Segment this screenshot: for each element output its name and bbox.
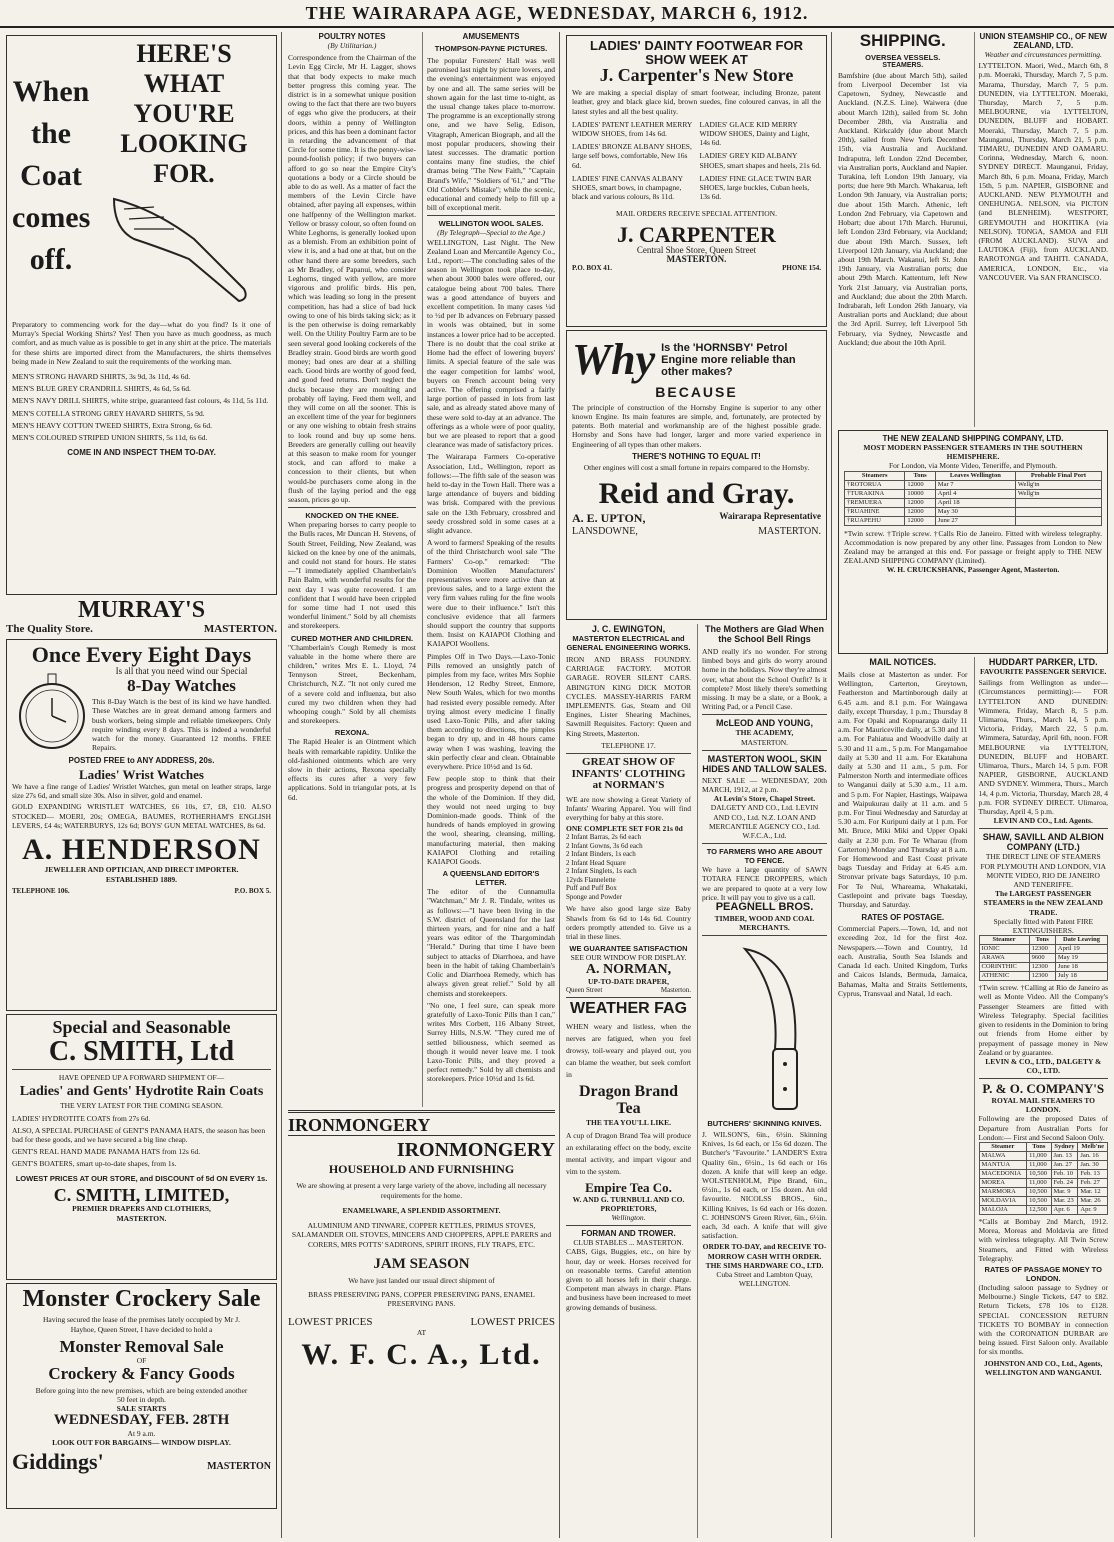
- infants-guar: WE GUARANTEE SATISFACTION: [569, 944, 688, 954]
- henderson-watch: 8-Day Watches: [127, 676, 236, 696]
- rexona-text: The Rapid Healer is an Ointment which heals with remarkable rapidity. Unlike the old-fashioned ointments which are very slow in their actions, Rexona specially effects its cures after a very few applications. Sold in triangular pots, at 1s 6d.: [288, 737, 416, 802]
- infants-role: UP-TO-DATE DRAPER,: [588, 977, 669, 987]
- fence-role: TIMBER, WOOD AND COAL MERCHANTS.: [714, 913, 815, 932]
- union-title: UNION STEAMSHIP CO., OF NEW ZEALAND, LTD.: [979, 32, 1107, 50]
- carp-head: LADIES' DAINTY FOOTWEAR FOR SHOW WEEK AT: [589, 38, 803, 67]
- rexona-title: REXONA.: [334, 728, 370, 738]
- table-header: Steamers: [845, 471, 905, 480]
- steamers-title: STEAMERS.: [882, 61, 924, 69]
- poultry-column: [288, 32, 416, 1107]
- murray-intro: Preparatory to commencing work for the day—what do you find? Is it one of Murray's Special Working Shirts? Yes! Then you have as much goodness, as much comfort, and as much value as is possible to get in any shirt at the price. The materials for these shirts are imported direct from the Manufacturers, the shirts themselves being made in New Zealand to suit the requirements of the working man.: [12, 320, 271, 366]
- mail-title: MAIL NOTICES.: [869, 657, 937, 667]
- murray-item: MEN'S NAVY DRILL SHIRTS, white stripe, guaranteed fast colours, 4s 11d, 5s 11d.: [12, 396, 269, 406]
- table-header: Leaves Wellington: [935, 471, 1015, 480]
- nzsc-advert: [838, 430, 1108, 654]
- crockery-town: MASTERTON: [207, 1461, 271, 1473]
- carp-addr: Central Shoe Store, Queen Street: [636, 244, 757, 255]
- nocone-text: "No one, I feel sure, can speak more gratefully of Laxo-Tonic Pills than I can," writes Mrs Corbett, 116 Albany Street, Surrey Hills, N.S.W. "They cured me of settled biliousness, which seemed as though it would never leave me. I took Laxo-Tonic Pills, and they proved a perfect remedy." Sold by all chemists and storekeepers. Price 10½d and 1s 6d.: [427, 1000, 555, 1084]
- ewing-works: MASTERTON ELECTRICAL and GENERAL ENGINEERING WORKS.: [566, 634, 691, 652]
- henderson-head: Once Every Eight Days: [31, 642, 252, 668]
- ironmongery-sub: HOUSEHOLD AND FURNISHING: [328, 1161, 515, 1176]
- table-row: MANTUA 11,000 Jan. 27 Jan. 30: [979, 1160, 1108, 1169]
- infants-item: 2 Infant Gowns, 3s 6d each: [566, 841, 643, 850]
- ewing-lines: IRON AND BRASS FOUNDRY. CARRIAGE FACTORY. MOTOR GARAGE. ROVER SILENT CARS. ABINGTON KING DICK MOTOR CYCLES. MASSEY-HARRIS FARM IMPLEMENTS. Gas, Steam and Oil Engines, Lister Shearing Machines, Sawmill Requisites. Factory: Queen and King Streets, Masterton.: [566, 655, 691, 738]
- ironmongery-head-1: IRONMONGERY: [288, 1116, 555, 1136]
- henderson-post: POSTED FREE to ANY ADDRESS, 20s.: [68, 756, 215, 766]
- ironmongery-head-2: IRONMONGERY: [396, 1138, 555, 1161]
- ewing-phone: TELEPHONE 17.: [601, 740, 656, 750]
- crockery-of: OF: [136, 1355, 147, 1365]
- queensland-text: The editor of the Cunnamulla "Watchman," Mr J. R. Tindale, writes us as follows:—"I have been living in the S.W. district of Queensland for the last thirteen years, and for nine and a half years was editor of the Thargomindah "Herald." During that time I have been subject to attacks of Diarrhoea, and have been in the habit of taking Chamberlain's Colic and Diarrhoea Remedy, which has always given great relief." Sold by all chemists and storekeepers.: [427, 887, 555, 998]
- crockery-head: Monster Crockery Sale: [22, 1286, 261, 1313]
- crockery-text: Having secured the lease of the premises lately occupied by Mr J. Hayhoe, Queen Street, I have decided to hold a: [42, 1315, 241, 1334]
- mail-text: Mails close at Masterton as under. For Wellington, Carterton, Greytown, Featherston and Martinborough daily at 6.45 a.m. and 8.1 p.m. For Waingawa daily, except Thursday, 1 p.m.; Thursday 8 a.m. For Opaki and Kopuaranga daily 11 a.m. For Mauriceville daily, at 5.30 and 11 a.m. For Pahiatua and Woodville daily at 5.30 and 11 a.m., 5 p.m. For Mangamahoe daily at 5.30 and 11 a.m. For Ekatahuna daily at 5.30 and 11 a.m., 5 p.m. For Palmerston North and intermediate offices to Wanganui daily at 5.30 a.m., 11 a.m. and 5 p.m. For Napier, Hastings, Waipawa and Waipukurau daily at 11 a.m. and 5 p.m. For Tinui Wednesday and Saturday at 5.30 a.m. For Kuripuni daily at 1 p.m. For Mt. Bruce, Miki Miki and Upper Opaki daily at 2.30 p.m. For Te Wharau (from Carterton) Monday and Thursday at 8 a.m. For Homewood and East Coast private bags Tuesday and Friday at 6.45 a.m. Stronvar private bags Saturdays, 10 p.m. For Te Nui, Whareama, Whakataki, Castlepoint and private bags Tuesday, Thursday, and Saturday.: [838, 670, 968, 910]
- knock-title: KNOCKED ON THE KNEE.: [305, 511, 399, 521]
- table-header: Date Leaving: [1055, 936, 1107, 945]
- table-row: MACEDONIA 10,500 Feb. 10 Feb. 13: [979, 1169, 1108, 1178]
- table-row: †TURAKINA 10000 April 4 Wellg'tn: [845, 489, 1102, 498]
- ironmongery-intro: We are showing at present a very large variety of the above, including all necessary requirements for the home.: [296, 1181, 547, 1200]
- union-column: [974, 32, 1109, 427]
- carp-name: J. CARPENTER: [617, 221, 776, 247]
- reid-name: Reid and Gray.: [598, 476, 795, 510]
- wool-sale-text: NEXT SALE — WEDNESDAY, 20th MARCH, 1912, at 2 p.m.: [702, 775, 827, 795]
- murray-item: MEN'S STRONG HAVARD SHIRTS, 3s 9d, 3s 11d, 4s 6d.: [12, 372, 191, 382]
- henderson-sub: Is all that you need wind our Special: [115, 666, 248, 677]
- knives-head: BUTCHERS' SKINNING KNIVES.: [707, 1119, 822, 1129]
- crockery-look: LOOK OUT FOR BARGAINS— WINDOW DISPLAY.: [52, 1438, 231, 1448]
- carp-mail: MAIL ORDERS RECEIVE SPECIAL ATTENTION.: [616, 209, 777, 219]
- infants-town: Masterton.: [660, 986, 691, 995]
- shaw-fitted: Specially fitted with Patent FIRE EXTINGUISHERS.: [993, 916, 1094, 936]
- mail-column: [838, 657, 968, 1537]
- henderson-advert: [6, 639, 277, 1011]
- fag-props: W. AND G. TURNBULL AND CO. PROPRIETORS,: [572, 1194, 685, 1213]
- mcleod-town: MASTERTON.: [740, 737, 789, 747]
- infants-street: Queen Street: [566, 986, 603, 995]
- wool-by: (By Telegraph—Special to the Age.): [437, 228, 545, 238]
- postage-text: Commercial Papers.—Town, 1d, and not exceeding 2oz, 1d for the first 4oz. Newspapers.—Town and Country, 1d each. Australia, South Sea Islands and Canada 1d each. United Kingdom, Turks and Caicos Islands, Bermuda, Jamaica, Bahamas, Malta and Straits Settlements, Cyprus, Transvaal and Natal, 1d each.: [838, 924, 968, 998]
- mothers-text: AND really it's no wonder. For strong limbed boys and girls do worry around home in the holidays. Now they're almost over, what about the School Outfit? Is it complete? Most likely there's something missing. It may be a slate, or a Book, a Writing Pad, or a Pencil Case.: [702, 647, 827, 712]
- union-sub: Weather and circumstances permitting.: [984, 50, 1102, 59]
- carp-phone: PHONE 154.: [782, 264, 821, 273]
- carp-store: J. Carpenter's New Store: [599, 65, 794, 86]
- murray-side-text: When the Coat comes off.: [12, 75, 91, 276]
- ironmongery-pans: BRASS PRESERVING PANS, COPPER PRESERVING PANS, ENAMEL PRESERVING PANS.: [308, 1289, 535, 1308]
- carp-item: LADIES' PATENT LEATHER MERRY WIDOW SHOES, from 14s 6d.: [572, 119, 693, 138]
- table-row: MOLDAVIA 10,500 Mar. 23 Mar. 26: [979, 1196, 1108, 1205]
- column-4: [834, 32, 1112, 1538]
- skinning-knife-icon: [705, 939, 825, 1119]
- smith-coats: Ladies' and Gents' Hydrotite Rain Coats: [19, 1083, 264, 1099]
- fag-co: Empire Tea Co.: [585, 1179, 672, 1195]
- table-row: †RUAPEHU 12000 June 27: [845, 516, 1102, 525]
- murray-footer: COME IN AND INSPECT THEM TO-DAY.: [67, 448, 216, 458]
- table-header: Melb'ne: [1078, 1142, 1108, 1151]
- reid-town: MASTERTON.: [758, 526, 821, 538]
- po-notes: *Calls at Bombay 2nd March, 1912. Morea, Moreas and Moldavia are fitted with wireless telegraphy. All Twin Screw Steamers, and Fitted with Wireless Telegraphy.: [978, 1216, 1108, 1263]
- smith-prices: LOWEST PRICES AT OUR STORE, and DISCOUNT of 5d ON EVERY 1s.: [15, 1173, 268, 1183]
- poultry-title: POULTRY NOTES: [318, 32, 386, 41]
- smith-line: GENT'S REAL HAND MADE PANAMA HATS from 12s 6d.: [12, 1147, 201, 1157]
- carp-item: LADIES' GREY KID ALBANY SHOES, smart shapes and heels, 21s 6d.: [699, 151, 821, 170]
- forman-sub: CLUB STABLES ... MASTERTON.: [573, 1238, 684, 1248]
- nzsc-sub: MOST MODERN PASSENGER STEAMERS IN THE SOUTHERN HEMISPHERE.: [863, 443, 1083, 462]
- fewpeople-text: Few people stop to think that their progress and prosperity depend on that of the whole of the Dominion. If they did, they would not need urging to buy Dominion-made goods. Think of the hundreds of hands employed in growing the wool, shearing, cleansing, milling, manufacturing material, then making KAIAPOI Clothing and retailing KAIAPOI Goods.: [427, 774, 555, 867]
- why-other: Other engines will cost a small fortune in repairs compared to the Hornsby.: [583, 462, 810, 472]
- crockery-starts: SALE STARTS: [116, 1404, 167, 1414]
- table-row: ARAWA 9600 May 19: [979, 954, 1108, 963]
- fence-name: PEAGNELL BROS.: [715, 901, 814, 914]
- reid-place: LANSDOWNE,: [572, 526, 638, 538]
- ironmongery-lowest-1: LOWEST PRICES: [288, 1316, 373, 1329]
- table-header: Tons: [905, 471, 935, 480]
- murray-item: MEN'S COLOURED STRIPED UNION SHIRTS, 5s 11d, 6s 6d.: [12, 433, 208, 443]
- carp-town: MASTERTON.: [666, 253, 727, 264]
- crockery-time: At 9 a.m.: [127, 1429, 156, 1439]
- table-row: CORINTHIC 12300 June 18: [979, 963, 1108, 972]
- masthead: THE WAIRARAPA AGE, WEDNESDAY, MARCH 6, 1912.: [0, 0, 1114, 28]
- smith-open: HAVE OPENED UP A FORWARD SHIPMENT OF—: [58, 1073, 225, 1083]
- table-row: MOREA 11,000 Feb. 24 Feb. 27: [979, 1178, 1108, 1187]
- hornsby-advert: [566, 330, 827, 620]
- smith-town: MASTERTON.: [116, 1213, 167, 1223]
- table-row: MALWA 11,000 Jan. 13 Jan. 16: [979, 1151, 1108, 1160]
- knock-text: When preparing horses to carry people to the Bulls races, Mr Duncan H. Stevens, of South Street, Feilding, New Zealand, was kicked on the knee by one of the animals, and could not stand for hours. He states—"I immediately applied Chamberlain's Pain Balm, with wonderful results for the next day I was quite recovered. I am confident that I would have been crippled for some time had I not used this wonderful liniment." Sold by all chemists and storekeepers.: [288, 520, 416, 631]
- infants-set: ONE COMPLETE SET FOR 21s 0d: [566, 824, 683, 834]
- po-rates-text: (Including saloon passage to Sydney or Melbourne.) Single Tickets, £47 to £82. Return Tickets, £78 10s to £128. SPECIAL CONCESSION RETURN TICKETS TO BOMBAY in connection with the CORONATION DURBAR are being issued. First Saloon only. Available for six months.: [978, 1282, 1108, 1357]
- pimples-text: Pimples Off in Two Days.—Laxo-Tonic Pills removed an unsightly patch of pimples from my face, writes Mrs Sophie Henderson, 12 Redby Street, Enmore, New South Wales, which for two months had resisted every possible remedy. After trying almost every medicine I finally used Laxo-Tonic Pills, and after taking them according to directions, the pimples began to dry up, and in 48 hours came away when I was washing, leaving the skin perfectly clear and clean. Obtainable everywhere. Price 10½d and 1s 6d.: [427, 651, 555, 772]
- pocket-watch-icon: [12, 666, 92, 754]
- carp-item: LADIES' FINE CANVAS ALBANY SHOES, smart bows, in champagne, black and various colours, 8s 11d.: [572, 173, 683, 202]
- nzsc-notes: *Twin screw. †Triple screw. †Calls Rio de Janeiro. Fitted with wireless telegraphy. Accommodation is now prepared by any other line. Passages from London to New Zealand may be arranged at this end. For passage or freight apply to THE NEW ZEALAND SHIPPING COMPANY (Limited).: [844, 528, 1102, 566]
- why-text: The principle of construction of the Hornsby Engine is superior to any other known Engine. Its main features are simple, and, fortunately, are protected by patents. Both material and workmanship are of the highest possible grade. Hornsby and Sons have had longer, larger and more varied experience in Engineering of all types than other makers.: [572, 402, 821, 449]
- infants-extra: We have also good large size Baby Shawls from 6s 6d to 14s 6d. Country orders promptly attended to. Give us a trial in these lines.: [566, 904, 691, 942]
- table-header: Steamer: [979, 936, 1029, 945]
- wool-sale-where: At Levin's Store, Chapel Street.: [713, 794, 816, 804]
- infants-head: GREAT SHOW OF INFANTS' CLOTHING at NORMAN'S: [571, 756, 686, 792]
- smith-advert: [6, 1014, 277, 1280]
- carp-item: LADIES' GLACE KID MERRY WIDOW SHOES, Dainty and Light, 14s 6d.: [699, 119, 810, 148]
- table-row: IONIC 12300 April 19: [979, 945, 1108, 954]
- po-title: P. & O. COMPANY'S: [982, 1081, 1105, 1097]
- murray-advert: [6, 35, 277, 595]
- column-1: [2, 32, 282, 1538]
- amuse-text: The popular Foresters' Hall was well patronised last night by picture lovers, and the evening's entertainment was enjoyed by one and all. The same series will be shown again for the last time to-night, as the usual change takes place to-morrow. The programme is an exceptionally strong one, and we have Selig, Edison, Vitagraph, American Biograph, and all the most popular producers, showing their latest successes. The dramatic portion contains many fine studies, the chief dramas being "The New Faith," "Captain Brand's Wife," "Soldiers of '61," and "The Old Cobbler's Mistake"; while the scenic, educational and comedy help to fill up a bill of exceptional merit.: [427, 56, 555, 213]
- mcleod-name: McLEOD AND YOUNG,: [715, 718, 813, 729]
- infants-item: Puff and Puff Box: [566, 884, 617, 893]
- fence-head: TO FARMERS WHO ARE ABOUT TO FENCE.: [706, 847, 823, 866]
- fag-cup: A cup of Dragon Brand Tea will produce an exhilarating effect on the body, excite mental activity, and impart vigour and vim to the system.: [566, 1130, 691, 1176]
- queensland-title: A QUEENSLAND EDITOR'S LETTER.: [442, 869, 540, 888]
- cured-text: "Chamberlain's Cough Remedy is most valuable in the home where there are children," writes Mrs E. L. Lloyd, 74 Tennyson Street, Beckenham, Christchurch, N.Z. "It not only cured me of a severe cold and influenza, but also cured my two children when they had whooping cough." Sold by all chemists and storekeepers.: [288, 642, 416, 726]
- carp-box: P.O. BOX 41.: [572, 264, 612, 273]
- crockery-advert: [6, 1283, 277, 1509]
- smith-line: LADIES' HYDROTITE COATS from 27s 6d.: [12, 1113, 151, 1123]
- knives-co: THE SIMS HARDWARE CO., LTD.: [705, 1260, 824, 1270]
- carp-item: LADIES' FINE GLACE TWIN BAR SHOES, large buckles, Cuban heels, 13s 6d.: [699, 173, 812, 202]
- smith-line: GENT'S BOATERS, smart up-to-date shapes, from 1s.: [12, 1159, 177, 1169]
- oversea-text: Bamfshire (due about March 5th), sailed from Liverpool December 1st via Capetown, Sydney, Newcastle and Auckland. (N.Z.S. Line). Waiwera (due about March 12th), sailed from St. John December 28th, via Australia and Auckland. Kirkcaldy (due about March 20th), sailed from New York December 15th, via Australia and Auckland. Indraputra, left London 22nd December, via Australian ports, Auckland and Napier. Turakina, left London 19th January, via ports; due here 9th March. Whakarua, left London 9th January, via Australian ports; due about 15th March. Athenic, left London 2nd February, via Capetown and Hobart; due about 17th March. Hurunui, left London 23rd February, via Auckland; due about 19th March. Sussex, left Liverpool 12th January, via Auckland; due about 19th March. Wakanui, left St. John 19th January, via Australian ports; due about 29th March. Kattenturn, left New York 21st January, via Australian ports, and Auckland; due about the 20th March. Indrabarah, left London 26th January, via Australian ports and Auckland; due about the 3rd April. Surrey, left Liverpool 5th February, via Sydney, Newcastle and Auckland; due about the 10th April.: [838, 70, 968, 347]
- fag-town: Wellington.: [611, 1213, 646, 1223]
- ironmongery-name: W. F. C. A., Ltd.: [301, 1338, 542, 1372]
- po-sub: ROYAL MAIL STEAMERS TO LONDON.: [991, 1095, 1095, 1115]
- table-header: Tons: [1027, 1142, 1051, 1151]
- infants-item: 2 Infant Head Square: [566, 858, 626, 867]
- po-table: [979, 1142, 1109, 1215]
- murray-item: MEN'S HEAVY COTTON TWEED SHIRTS, Extra Strong, 6s 6d.: [12, 420, 212, 430]
- smith-role: PREMIER DRAPERS AND CLOTHIERS,: [72, 1204, 211, 1214]
- knives-addr: Cuba Street and Lambton Quay, WELLINGTON.: [716, 1270, 813, 1289]
- ironmongery-jam: JAM SEASON: [373, 1255, 470, 1272]
- col3-right: [697, 624, 827, 1538]
- huddart-agents: LEVIN AND CO., Ltd. Agents.: [993, 816, 1093, 826]
- ironmongery-enamel: ENAMELWARE, A SPLENDID ASSORTMENT.: [342, 1205, 501, 1215]
- henderson-text: This 8-Day Watch is the best of its kind we have handled. These Watches are in great demand among farmers and bush workers, being simple and reliable timekeepers. Only require winding every 8 days. This is indeed a wonderful watch for the money. Guaranteed 12 months. FREE Repairs.: [92, 697, 271, 753]
- table-row: ATHENIC 12300 July 18: [979, 972, 1108, 981]
- carpenter-advert: [566, 35, 827, 327]
- infants-item: 2 Infant Binders, 1s each: [566, 850, 636, 859]
- fag-tag: THE TEA YOU'LL LIKE.: [585, 1117, 672, 1127]
- fag-brand: Dragon Brand Tea: [578, 1083, 679, 1117]
- why-nothing: THERE'S NOTHING TO EQUAL IT!: [632, 451, 761, 461]
- wool-sale-head: MASTERTON WOOL, SKIN HIDES AND TALLOW SALES.: [702, 753, 827, 774]
- woollen-text: A word to farmers! Speaking of the results of the third Christchurch wool sale "The Farmers' Co-op." remarked: "The Dominion Woollen Manufacturers' representatives were more active than at previous sales, and to a large extent the very firm values ruling for the fine wools were due to their influence." Isn't this conclusive evidence that all farmers should support the country that supports them. Insist on KAIAPOI Clothing and KAIAPOI Woollens.: [427, 538, 555, 649]
- carp-text: We are making a special display of smart footwear, including Bronze, patent leather, grey and black glace kid, brown suedes, fine coloured canvas, in all the latest styles and all the best quality.: [572, 88, 821, 116]
- nzsc-title: THE NEW ZEALAND SHIPPING COMPANY, LTD.: [882, 434, 1064, 443]
- wool-sale-agents: DALGETY AND CO., Ltd. LEVIN AND CO., Ltd. N.Z. LOAN AND MERCANTILE AGENCY CO., Ltd. W.F.C.A., Ltd.: [709, 803, 820, 841]
- murray-item: MEN'S BLUE GREY CRANDRILL SHIRTS, 4s 6d, 5s 6d.: [12, 384, 191, 394]
- henderson-role: JEWELLER AND OPTICIAN, AND DIRECT IMPORTER.: [44, 865, 239, 875]
- murray-tag: The Quality Store.: [6, 623, 93, 636]
- smith-pre: Special and Seasonable: [52, 1017, 231, 1038]
- table-header: Sydney: [1051, 1142, 1078, 1151]
- wool-text: WELLINGTON, Last Night. The New Zealand Loan and Mercantile Agency Co., Ltd., report:—The concluding sales of the season in Wellington took place to-day, when about 3000 bales were offered, our catalogue being about 700 bales. There was a good attendance of buyers and excellent competition. In many cases ¼d to ½d per lb advances on February passed in wools was obtained, but in some instances a lower price had to be accepted. There is no doubt that the coal strike at Home had the effect of lowering buyers' limits. A special feature of the sale was the eager competition for lambs' wool, buyers on French account being very active. The offering comprised a fairly large portion of passed in lots from last sale, and as already stated above many of these were sold to-day at an advance. The offerings as a whole were of poor quality, but we are pleased to report that a good clearance was made of satisfactory prices.: [427, 237, 555, 450]
- table-header: Tons: [1029, 936, 1055, 945]
- fag-head: WEATHER FAG: [569, 1000, 688, 1018]
- nzsc-table: [844, 471, 1102, 526]
- fag-text: WHEN weary and listless, when the nerves are fatigued, when you feel drowsy, toil-weary and played out, you can blame the weather, but seek comfort in: [566, 1022, 691, 1080]
- table-row: †REMUERA 12000 April 18: [845, 498, 1102, 507]
- smith-name: C. SMITH, Ltd: [48, 1036, 235, 1068]
- lines-column: [974, 657, 1109, 1537]
- farmers-text: The Wairarapa Farmers Co-operative Association, Ltd., Wellington, report as follows:—The fifth sale of the season was held to-day in the Town Hall. There was a large attendance of buyers and bidding was brisk. Compared with the previous sale on the 13th February, crossbred and seedy crossbred sold in some cases at a slight advance.: [427, 452, 555, 535]
- shaw-notes: †Twin screw. †Calling at Rio de Janeiro as well as Monte Video. All the Company's Passenger Steamers are fitted with Wireless Telegraphy. Special facilities given to residents in the Dominion to bring out friends from Home either by prepayment of passage money in New Zealand or by guarantee.: [978, 983, 1108, 1057]
- amuse-title: AMUSEMENTS: [462, 32, 520, 41]
- smith-latest: THE VERY LATEST FOR THE COMING SEASON.: [60, 1101, 223, 1111]
- wool-title: WELLINGTON WOOL SALES.: [438, 219, 544, 229]
- infants-item: Sponge and Powder: [566, 892, 622, 901]
- henderson-name: A. HENDERSON: [22, 832, 261, 866]
- murray-headline: HERE'S WHAT YOU'RE LOOKING FOR.: [120, 39, 248, 188]
- shaw-sub: THE DIRECT LINE OF STEAMERS FOR PLYMOUTH AND LONDON, VIA MONTE VIDEO, RIO DE JANEIRO AND TENERIFFE.: [980, 852, 1107, 890]
- infants-item: 2 Infant Barras, 2s 6d each: [566, 833, 642, 842]
- shipping-title: SHIPPING.: [859, 32, 946, 50]
- column-3: [562, 32, 832, 1538]
- ironmongery-items: ALUMINIUM AND TINWARE, COPPER KETTLES, PRIMUS STOVES, SALAMANDER OIL STOVES, MINCERS AND CHOPPERS, APPLE PARERS and CORERS, MRS POTTS' SADIRONS, SPIRIT IRONS, FLY TRAPS, ETC.: [291, 1221, 552, 1249]
- henderson-ladies-text: We have a fine range of Ladies' Wristlet Watches, gun metal on leather straps, large size 27s 6d, and small size 30s. Also in silver, gold and enamel.: [12, 781, 271, 801]
- crockery-name: Giddings': [12, 1449, 104, 1475]
- table-row: †ROTORUA 12000 Mar 7 Wellg'tn: [845, 480, 1102, 489]
- forman-text: CABS, Gigs, Buggies, etc., on hire by hour, day or week. Horses received for on reasonable terms. Careful attention given to all horses left in their charge. Competent man always in charge. Plans and business have been increased to meet growing demands of business.: [566, 1247, 691, 1312]
- murray-name: MURRAY'S: [77, 597, 206, 623]
- crockery-removal: Monster Removal Sale: [59, 1336, 224, 1356]
- pointing-hand-icon: [94, 189, 274, 309]
- huddart-text: Sailings from Wellington as under— (Circumstances permitting):— FOR LYTTELTON AND DUNEDIN: Wimmera, Friday, March 8, 5 p.m. Ulimaroa, Thurs., March 14, 5 p.m. Victoria, Friday, March 22, 5 p.m. Wimmera, Saturday, April 6th, noon. FOR MELBOURNE via LYTTELTON, DUNEDIN, BLUFF and HOBART. Ulimaroa, Thurs., March 14, 5 p.m. FOR NAPIER, GISBORNE, AUCKLAND AND SYDNEY. Wimmera, Thurs., March 14, 4 p.m. Victoria, Thursday, March 28, 4 p.m. FOR SYDNEY DIRECT. Ulimaroa, Thursday, April 4, 5 p.m.: [978, 678, 1108, 817]
- murray-town: MASTERTON.: [203, 623, 277, 636]
- poultry-by: (By Utilitarian.): [327, 41, 377, 50]
- huddart-title: HUDDART PARKER, LTD.: [988, 657, 1098, 667]
- table-row: MARMORA 10,500 Mar. 9 Mar. 12: [979, 1187, 1108, 1196]
- crockery-date: WEDNESDAY, FEB. 28TH: [53, 1412, 230, 1429]
- shaw-title: SHAW, SAVILL AND ALBION COMPANY (LTD.): [982, 832, 1104, 853]
- po-rates: RATES OF PASSAGE MONEY TO LONDON.: [984, 1264, 1102, 1283]
- infants-item: 2 Infant Singlets, 1s each: [566, 867, 637, 876]
- nzsc-agent: W. H. CRUICKSHANK, Passenger Agent, Masterton.: [886, 565, 1060, 575]
- amusements-column: [422, 32, 555, 1107]
- knives-text: J. WILSON'S, 6in., 6½in. Skinning Knives, 1s 6d each, or 15s 6d dozen. The Butcher's "Favourite." LANDER'S Extra Quality 6in., 6½in., 1s 6d each or 16s dozen. A knife that will keep an edge. WOLSTENHOLM, Pipe Brand, 6in., 6½in., 1s 6d each, or 15s dozen. An old favourite. NICOLSS BROS., 6in., Killing Knives, 1s 6d each or 16s dozen. C. JOHNSON'S Green River, 6in., 6½in. each, 3d each. A knife that will give satisfaction.: [702, 1130, 827, 1241]
- poultry-text: Correspondence from the Chairman of the Levin Egg Circle, Mr H. Lagger, shows that that body expects to make much better progress this coming year. The district is in a somewhat unique position owing to the fact that there are two buyers of eggs who give the producers, at their doors, within a penny of Wellington prices, and this has been a dominant factor in retarding the advancement of that Circle for some time. It is the penny-wise-pound-foolish policy; if two buyers can afford to go so near the Empire City's quotations a body or a Circle should be able to do as well. As a matter of fact the members of the Levin Circle have obtained, after paying all expenses, within one halfpenny of the Wellington market. Yellow or brassy colour, so often found on White Leghorns, is generally looked upon as a blemish. From an exhibition point of view it is, and a bad one at that, but on the other hand there are some breeders, such as Mr Bradley, of Papanui, who consider Leghorns, tinged with yellow, are more vigorous and prolific birds. His pen, which was leading so long in the present competition, has had a slice of bad luck owing to one of his birds taking sick; as it is the pen otherwise is doing remarkably well. On the Utility Poultry Farm are to be seen several good looking cockerels of the Bradley strain. Good birds are worth good money; bad ones are dear at a shilling each. Good birds are worthy of good feed, and good feed returns. Don't neglect the ducks because they are moulting and probably off laying. Feed them well, and they will come on all the sooner. This is an excellent time of the year for beginners or any one wishing to obtain fresh strains to look round and buy up some hens. Breeders are generally culling out heavily at this season to make room for younger stock, and can afford to make a concession to their clients, but when would-be purchasers come along in the flush of the laying period and the egg season, prices go up.: [288, 53, 416, 504]
- postage-title: RATES OF POSTAGE.: [861, 913, 945, 923]
- reid-rep: Wairarapa Representative: [719, 511, 821, 522]
- ironmongery-at: AT: [416, 1328, 427, 1338]
- infants-see: SEE OUR WINDOW FOR DISPLAY.: [570, 953, 687, 963]
- murray-item: MEN'S COTELLA STRONG GREY HAVARD SHIRTS, 5s 9d.: [12, 408, 205, 418]
- fence-text: We have a large quantity of SAWN TOTARA FENCE DROPPERS, which we are prepared to quote at a very low price. It will pay you to give us a call.: [702, 865, 827, 902]
- ironmongery-advert: [288, 1116, 555, 1536]
- table-row: MALOJA 12,500 Apr. 6 Apr. 9: [979, 1205, 1108, 1214]
- forman-head: FORMAN AND TROWER.: [581, 1229, 676, 1239]
- henderson-est: ESTABLISHED 1889.: [105, 874, 178, 884]
- crockery-before: Before going into the new premises, which are being extended another 50 feet in depth.: [35, 1385, 248, 1404]
- infants-text: WE are now showing a Great Variety of Infants' Wearing Apparel. You will find everything for baby at this store.: [566, 794, 691, 823]
- henderson-phone: TELEPHONE 106.: [12, 886, 70, 895]
- ironmongery-lowest-2: LOWEST PRICES: [470, 1316, 555, 1329]
- huddart-sub: FAVOURITE PASSENGER SERVICE.: [980, 667, 1107, 676]
- cured-title: CURED MOTHER AND CHILDREN.: [290, 633, 414, 643]
- carp-item: LADIES' BRONZE ALBANY SHOES, large self bows, comfortable, New 16s 6d.: [572, 142, 692, 170]
- shaw-agents: LEVIN & CO., LTD., DALGETY & CO., LTD.: [985, 1056, 1102, 1076]
- table-header: Probable Final Port: [1015, 471, 1101, 480]
- smith-line: ALSO, A SPECIAL PURCHASE of GENT'S PANAMA HATS, the season has been bad for these goods, and we have secured a big line cheap.: [12, 1125, 266, 1144]
- crockery-goods: Crockery & Fancy Goods: [48, 1363, 235, 1383]
- amuse-sub: THOMPSON-PAYNE PICTURES.: [434, 44, 548, 53]
- infants-item: 12yds Flannelette: [566, 875, 616, 884]
- why-q: Is the 'HORNSBY' Petrol Engine more reliable than other makes?: [661, 341, 796, 378]
- po-text: Following are the proposed Dates of Departure from Australian Ports for London:— First and Second Saloon Only.: [978, 1114, 1108, 1142]
- why-big: Why: [572, 335, 656, 384]
- nzsc-route: For London, via Monte Video, Teneriffe, and Plymouth.: [889, 461, 1057, 471]
- table-row: †RUAHINE 12000 May 30: [845, 507, 1102, 516]
- mcleod-role: THE ACADEMY,: [735, 728, 794, 738]
- knives-order: ORDER TO-DAY, and RECEIVE TO-MORROW CASH WITH ORDER.: [702, 1242, 827, 1261]
- col3-left: [566, 624, 691, 1538]
- po-agents: JOHNSTON AND CO., Ltd., Agents, WELLINGTON AND WANGANUI.: [984, 1358, 1103, 1377]
- henderson-box: P.O. BOX 5.: [234, 886, 271, 895]
- shaw-table: [979, 935, 1109, 981]
- shipping-column: [838, 32, 968, 427]
- mothers-head: The Mothers are Glad When the School Bell Rings: [704, 624, 825, 644]
- table-header: Steamer: [979, 1142, 1027, 1151]
- oversea-title: OVERSEA VESSELS.: [865, 52, 941, 62]
- column-2: [284, 32, 560, 1538]
- shaw-largest: The LARGEST PASSENGER STEAMERS in the NEW ZEALAND TRADE.: [983, 889, 1103, 917]
- why-because: BECAUSE: [655, 384, 738, 400]
- ironmongery-jam-text: We have just landed our usual direct shipment of: [348, 1276, 495, 1286]
- smith-limited: C. SMITH, LIMITED,: [53, 1184, 230, 1205]
- henderson-list: GOLD EXPANDING WRISTLET WATCHES, £6 10s, £7, £8, £10. ALSO STOCKED— MOERI, 20s; OMEGA, BAUMES, ROTHERHAM'S ENGLISH LEVERS, £4 4s; WATERBURYS, 12s 6d; BOYS' GUN METAL WATCHES, 8s 6d.: [12, 802, 271, 830]
- reid-agent: A. E. UPTON,: [572, 511, 646, 526]
- ewing-name: J. C. EWINGTON,: [591, 624, 666, 634]
- union-text: LYTTELTON. Maori, Wed., March 6th, 8 p.m. Moeraki, Thursday, March 7, 5 p.m. Marama, Thursday, March 7, 5 p.m. DUNEDIN, via LYTTELTON. Moeraki, Thursday, March 7, 5 p.m. MELBOURNE, via LYTTELTON, DUNEDIN, BLUFF and HOBART. Moeraki, Thursday, March 7, 5 p.m. Maunganui, Thursday, March 21, 5 p.m. TIMARU, DUNEDIN AND OAMARU. Corinna, Wednesday, March 6, noon. SYDNEY DIRECT. Maunganui, Friday, March 8th, 6 p.m. Moana, Friday, March 15th, 5 p.m. NAPIER, GISBORNE and AUCKLAND. NEW PLYMOUTH and ONEHUNGA. NELSON, via PICTON (and BLENHEIM). WESTPORT, GREYMOUTH and HOKITIKA (via NELSON). TONGA, SAMOA and FIJI (FROM AUCKLAND). SUVA and LAUTOKA (Fiji), from AUCKLAND. RAROTONGA and TAHITI. CANADA, AMERICA, LONDON, Etc., via VANCOUVER. Via SAN FRANCISCO.: [978, 61, 1108, 282]
- henderson-ladies: Ladies' Wrist Watches: [79, 767, 204, 783]
- infants-name: A. NORMAN,: [585, 961, 672, 977]
